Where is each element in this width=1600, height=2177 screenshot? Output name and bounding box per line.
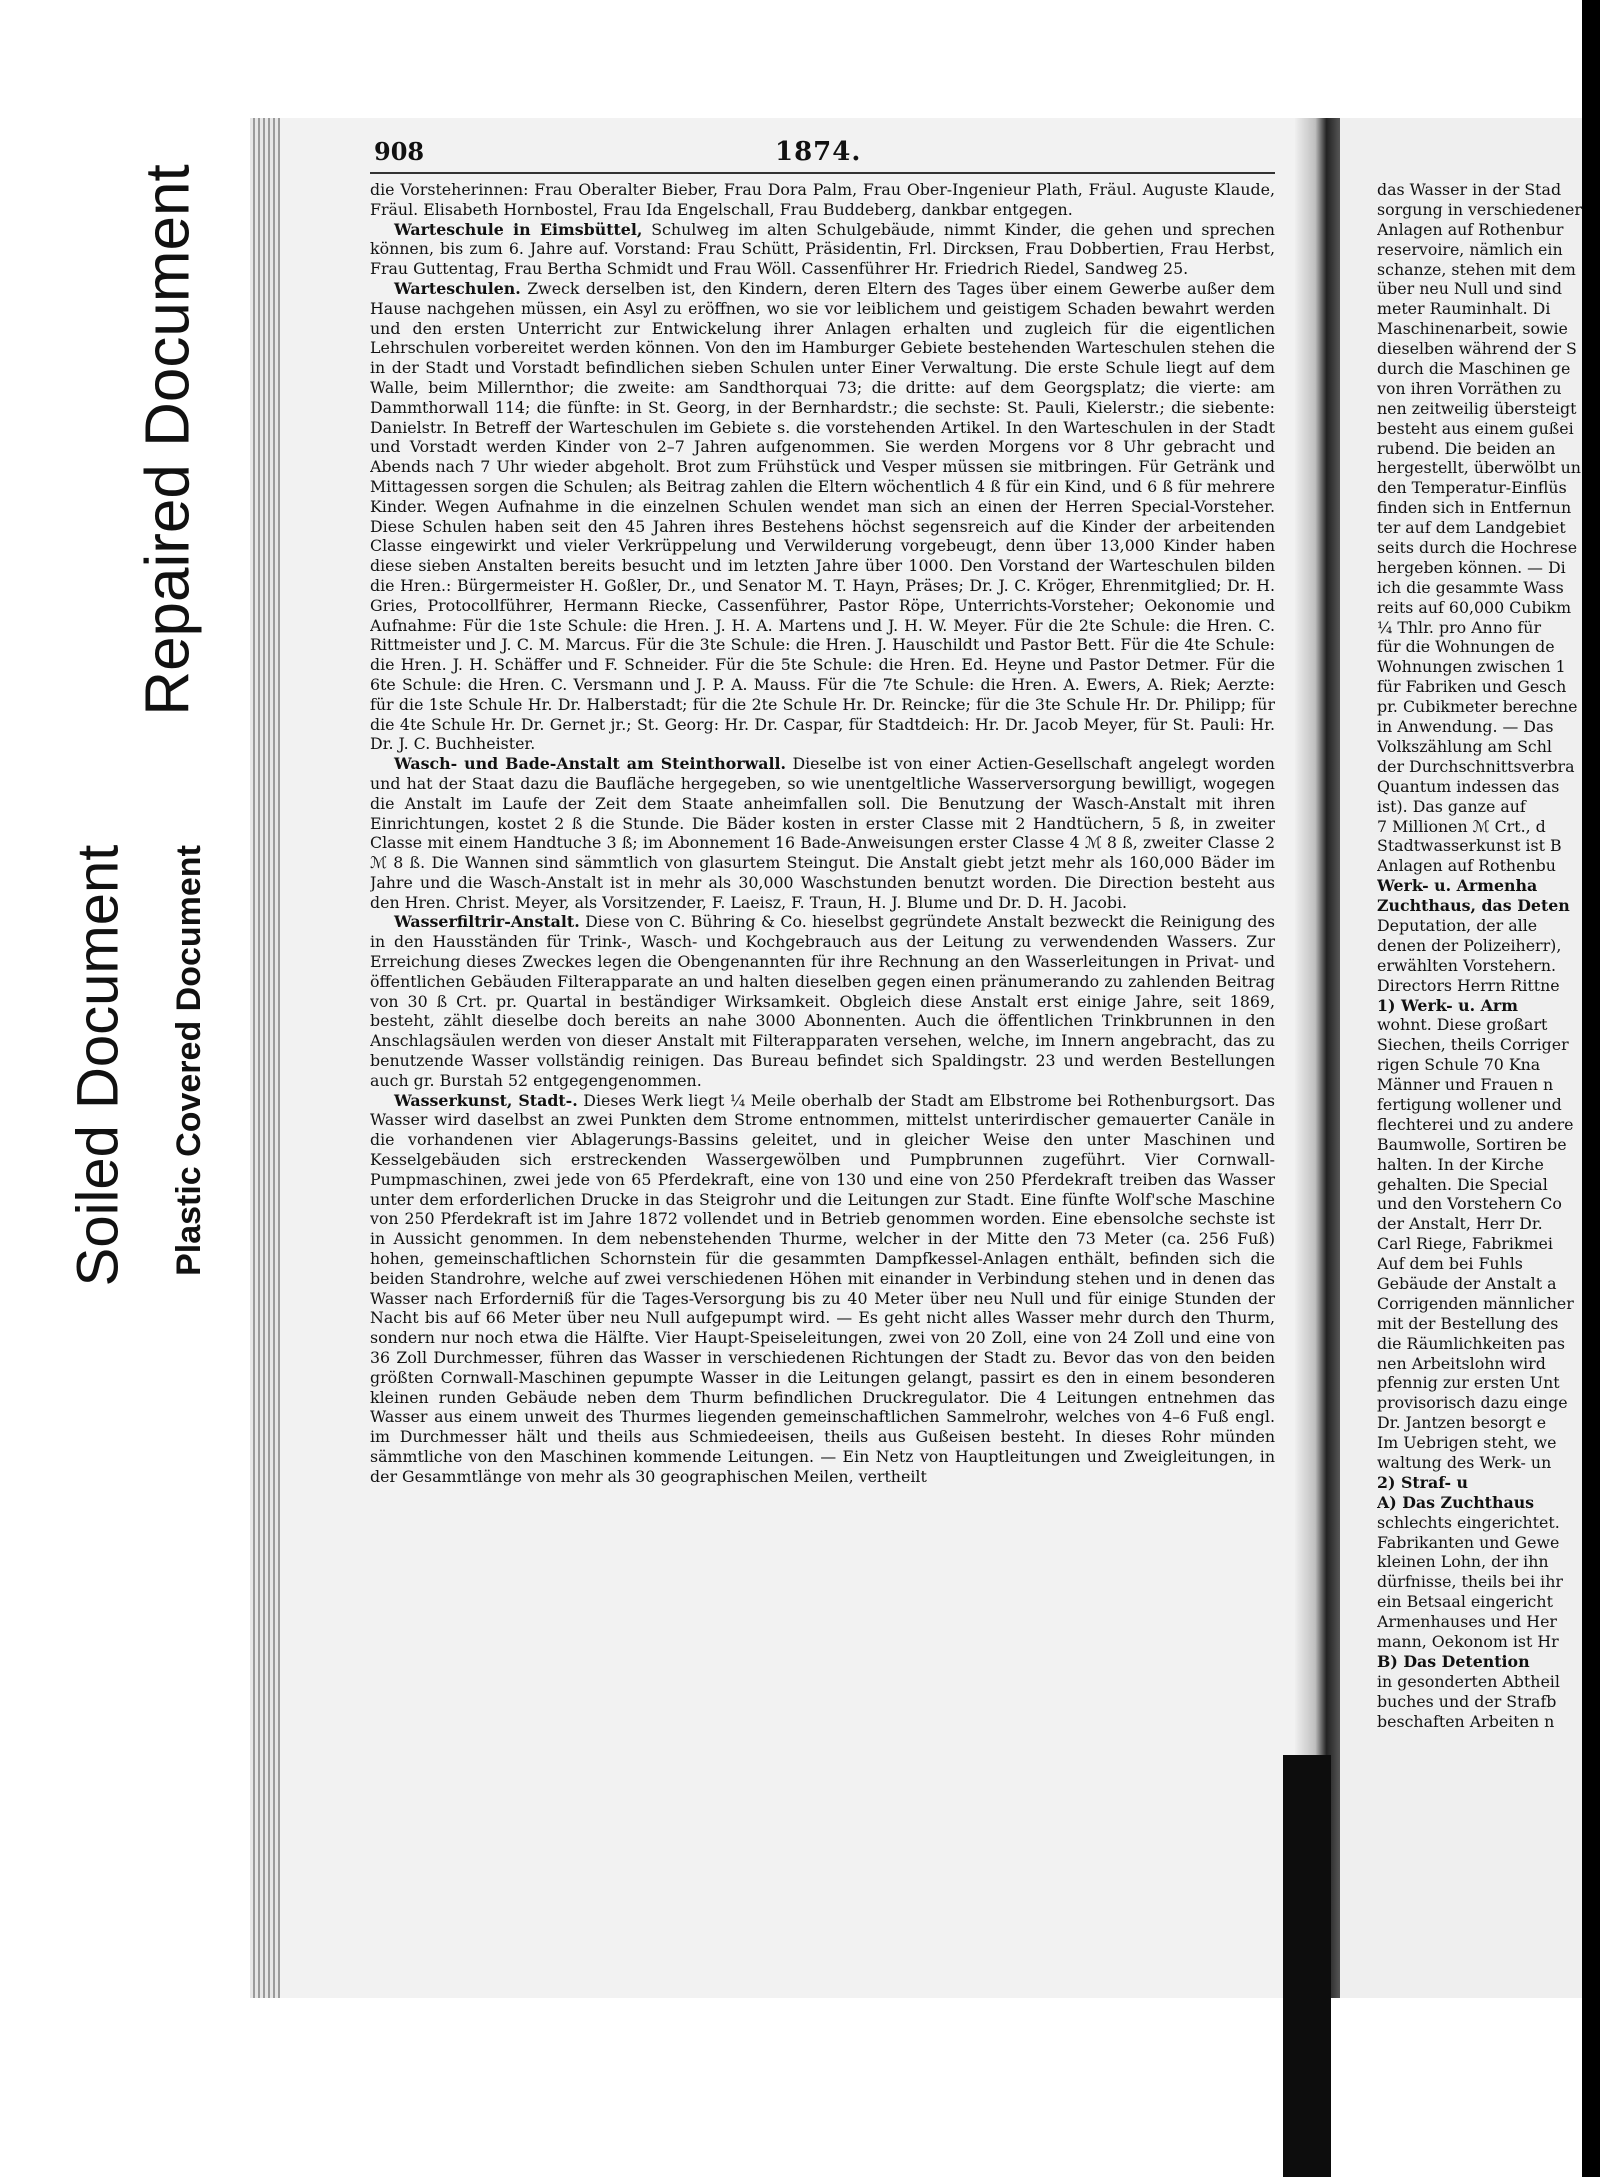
- paragraph: [370, 180, 1275, 220]
- right-page-line: der Anstalt, Herr Dr.: [1377, 1214, 1543, 1234]
- right-page-line: Quantum indessen das: [1377, 776, 1560, 796]
- right-page-line: für Fabriken und Gesch: [1377, 677, 1567, 697]
- right-page-line: Armenhauses und Her: [1377, 1612, 1557, 1632]
- right-page-line: mit der Bestellung des: [1377, 1313, 1559, 1333]
- right-page-line: dieselben während der S: [1377, 339, 1577, 359]
- right-page-line: rubend. Die beiden an: [1377, 438, 1556, 458]
- right-page-line: seits durch die Hochrese: [1377, 538, 1578, 558]
- right-page-line: ist). Das ganze auf: [1377, 796, 1526, 816]
- right-page-line: meter Rauminhalt. Di: [1377, 299, 1551, 319]
- bookmark-ribbon: [1283, 1755, 1331, 2177]
- left-page-text: [370, 180, 1275, 1925]
- paragraph-text: Dieses Werk liegt ¼ Meile oberhalb der Stadt am Elbstrome bei Rothenburgsort. Das Wasser wird daselbst an zwei Punkten dem Strome entnommen, mittelst unterirdischer gemauerter Canäle in die vorhandenen vier Ablagerungs-Bassins geleitet, und in gleicher Weise den unter Maschinen und Kesselgebäuden sich erstreckenden Wassergewölben und Pumpbrunnen zugeführt. Vier Cornwall-Pumpmaschinen, zwei jede von 65 Pferdekraft, eine von 130 und eine von 250 Pferdekraft treiben das Wasser unter dem erforderlichen Drucke in das Steigrohr und die Leitungen zur Stadt. Eine fünfte Wolf'sche Maschine von 250 Pferdekraft ist im Jahre 1872 vollendet und in Betrieb genommen worden. Eine ebensolche sechste ist in Aussicht genommen. In dem nebenstehenden Thurme, welcher in der Mitte den 73 Meter (ca. 256 Fuß) hohen, gemeinschaftlichen Schornstein für die gesammten Dampfkessel-Anlagen enthält, befinden sich die beiden Standrohre, welche auf zwei verschiedenen Höhen mit einander in Verbindung stehen und in denen das Wasser nach Erforderniß für die Tages-Versorgung bis zu 40 Meter über neu Null und für einige Stunden der Nacht bis auf 66 Meter über neu Null aufgepumpt wird. — Es geht nicht alles Wasser mehr durch den Thurm, sondern nur noch etwa die Hälfte. Vier Haupt-Speiseleitungen, zwei von 20 Zoll, eine von 24 Zoll und eine von 36 Zoll Durchmesser, führen das Wasser in verschiedenen Richtungen der Stadt zu. Bevor das von den beiden größten Cornwall-Maschinen gepumpte Wasser in die Leitungen gelangt, passirt es den in einem besonderen kleinen runden Gebäude neben dem Thurm befindlichen Druckregulator. Die 4 Leitungen entnehmen das Wasser aus einem unweit des Thurmes liegenden gemeinschaftlichen Sammelrohr, welches von 4–6 Fuß engl. im Durchmesser hält und theils aus Schmiedeeisen, theils aus Gußeisen besteht. In dieses Rohr münden sämmtliche von den Maschinen kommende Leitungen. — Ein Netz von Hauptleitungen und Zweigleitungen, in der Gesammtlänge von mehr als 30 geographischen Meilen, vertheilt: [370, 1090, 1275, 1486]
- right-page-line: gehalten. Die Special: [1377, 1174, 1548, 1194]
- right-page-line: der Durchschnittsverbra: [1377, 756, 1575, 776]
- right-page-line: rigen Schule 70 Kna: [1377, 1055, 1541, 1075]
- right-page-line: denen der Polizeiherr),: [1377, 935, 1562, 955]
- paragraph-text: Diese von C. Bühring & Co. hieselbst gegründete Anstalt bezweckt die Reinigung des in den Hausständen für Trink-, Wasch- und Kochgebrauch aus der Leitung zu verwendenden Wassers. Zur Erreichung dieses Zweckes legen die Obengenannten für ihre Rechnung an den Wasserleitungen in Privat- und öffentlichen Gebäuden Filterapparate an und halten dieselben gegen einen pränumerando zu zahlenden Beitrag von 30 ß Crt. pr. Quartal in beständiger Wirksamkeit. Obgleich diese Anstalt erst einige Jahre, seit 1869, besteht, zählt dieselbe doch bereits an nahe 3000 Abonnenten. Auch die öffentlichen Trinkbrunnen in den Anschlagsäulen werden von dieser Anstalt mit Filterapparaten versehen, welche, im Innern angebracht, das zu benutzende Wasser vollständig reinigen. Das Bureau befindet sich Spaldingstr. 23 und werden Bestellungen auch gr. Burstah 52 entgegengenommen.: [370, 912, 1275, 1090]
- right-page-line: Corrigenden männlicher: [1377, 1293, 1574, 1313]
- book-page-edges: [250, 118, 280, 1998]
- paragraph: [370, 754, 1275, 912]
- right-page-line: Deputation, der alle: [1377, 915, 1538, 935]
- paragraph-heading: Wasch- und Bade-Anstalt am Steinthorwall.: [394, 754, 786, 774]
- page-number: 908: [374, 137, 425, 166]
- right-page-line: 2) Straf- u: [1377, 1472, 1469, 1492]
- right-page-line: besteht aus einem gußei: [1377, 418, 1574, 438]
- right-page-line: Maschinenarbeit, sowie: [1377, 319, 1568, 339]
- paragraph-heading: Wasserfiltrir-Anstalt.: [394, 912, 580, 932]
- right-page-line: Fabrikanten und Gewe: [1377, 1532, 1560, 1552]
- paragraph-heading: Warteschulen.: [394, 278, 521, 298]
- right-page-line: in gesonderten Abtheil: [1377, 1671, 1560, 1691]
- right-page-line: Zuchthaus, das Deten: [1377, 896, 1570, 916]
- right-page-line: B) Das Detention: [1377, 1651, 1530, 1671]
- header-rule: [370, 172, 1275, 174]
- right-page-line: halten. In der Kirche: [1377, 1154, 1544, 1174]
- right-page-line: Directors Herrn Rittne: [1377, 975, 1560, 995]
- right-page-line: erwählten Vorstehern.: [1377, 955, 1557, 975]
- right-page-line: Auf dem bei Fuhls: [1377, 1254, 1523, 1274]
- right-page-line: die Räumlichkeiten pas: [1377, 1333, 1565, 1353]
- paragraph-heading: Warteschule in Eimsbüttel,: [394, 219, 643, 239]
- right-page-line: in Anwendung. — Das: [1377, 717, 1554, 737]
- right-page-line: das Wasser in der Stad: [1377, 180, 1562, 199]
- right-page-line: von ihren Vorräthen zu: [1377, 378, 1562, 398]
- right-page-line: und den Vorstehern Co: [1377, 1194, 1562, 1214]
- paragraph-heading: Wasserkunst, Stadt-.: [394, 1090, 578, 1110]
- right-page-line: schlechts eingerichtet.: [1377, 1512, 1560, 1532]
- right-page-line: pr. Cubikmeter berechne: [1377, 697, 1578, 717]
- right-page-line: Dr. Jantzen besorgt e: [1377, 1413, 1547, 1433]
- paragraph: [370, 912, 1275, 1090]
- right-page-line: dürfnisse, theils bei ihr: [1377, 1572, 1563, 1592]
- paragraph-text: Schulweg im alten Schulgebäude, nimmt Kinder, die gehen und sprechen können, bis zum 6. Jahre auf. Vorstand: Frau Schütt, Präsidentin, Frl. Dircksen, Frau Dobbertien, Frau Herbst, Frau Guttentag, Frau Bertha Schmidt und Frau Wöll. Cassenführer Hr. Friedrich Riedel, Sandweg 25.: [370, 219, 1275, 279]
- repaired-document-tag: [84, 164, 254, 716]
- paragraph-text: die Vorsteherinnen: Frau Oberalter Bieber, Frau Dora Palm, Frau Ober-Ingenieur Plath, Fräul. Auguste Klaude, Fräul. Elisabeth Hornbostel, Frau Ida Engelschall, Frau Buddeberg, dankbar entgegen.: [370, 180, 1275, 219]
- soiled-document-label: Soiled Document: [65, 844, 131, 1286]
- soiled-document-tag: [48, 745, 148, 1385]
- plastic-covered-document-label: Plastic Covered Document: [169, 844, 208, 1276]
- right-page-line: Gebäude der Anstalt a: [1377, 1273, 1557, 1293]
- right-page-line: A) Das Zuchthaus: [1377, 1492, 1535, 1512]
- right-page-line: fertigung wollener und: [1377, 1094, 1562, 1114]
- right-page-line: durch die Maschinen ge: [1377, 359, 1571, 379]
- right-page-text: [1377, 180, 1600, 1980]
- right-page-line: schanze, stehen mit dem: [1377, 259, 1576, 279]
- right-page-line: finden sich in Entfernun: [1377, 498, 1572, 518]
- running-head-year: 1874.: [775, 137, 862, 167]
- right-page-line: Carl Riege, Fabrikmei: [1377, 1234, 1553, 1254]
- right-page-line: provisorisch dazu einge: [1377, 1393, 1568, 1413]
- book-gutter: [1295, 118, 1340, 1998]
- right-page-line: ein Betsaal eingericht: [1377, 1592, 1553, 1612]
- right-page-line: ter auf dem Landgebiet: [1377, 518, 1566, 538]
- right-page-line: Im Uebrigen steht, we: [1377, 1433, 1557, 1453]
- paragraph: [370, 220, 1275, 279]
- right-page-line: ¼ Thlr. pro Anno für: [1377, 617, 1542, 637]
- right-page-line: waltung des Werk- un: [1377, 1453, 1552, 1472]
- paragraph-text: Zweck derselben ist, den Kindern, deren Eltern des Tages über einem Gewerbe außer dem Hause nachgehen müssen, ein Asyl zu eröffnen, wo sie vor leiblichem und geistigem Schaden bewahrt werden und den ersten Unterricht zur Entwickelung ihrer Anlagen erhalten und zugleich für die eigentlichen Lehrschulen vorbereitet werden können. Von den im Hamburger Gebiete bestehenden Warteschulen stehen die in der Stadt und Vorstadt befindlichen sieben Schulen unter Einer Verwaltung. Die erste Schule liegt auf dem Walle, beim Millernthor; die zweite: am Sandthorquai 73; die dritte: auf dem Georgsplatz; die vierte: am Dammthorwall 114; die fünfte: in St. Georg, in der Bernhardstr.; die sechste: St. Pauli, Kielerstr.; die siebente: Danielstr. In Betreff der Warteschulen im Gebiete s. die vorstehenden Artikel. In den Warteschulen in der Stadt und Vorstadt werden Kinder von 2–7 Jahren aufgenommen. Sie werden Morgens vor 8 Uhr gebracht und Abends nach 7 Uhr wieder abgeholt. Brot zum Frühstück und Vesper müssen sie mitbringen. Für Getränk und Mittagessen sorgen die Schulen; als Beitrag zahlen die Eltern wöchentlich 4 ß für ein Kind, und 6 ß für mehrere Kinder. Wegen Aufnahme in die einzelnen Schulen wendet man sich an einen der Herren Special-Vorsteher. Diese Schulen haben seit den 45 Jahren ihres Bestehens höchst segensreich auf die Kinder der arbeitenden Classe eingewirkt und vieler Verkrüppelung und Verwilderung vorgebeugt, denn über 13,000 Kinder haben diese sieben Anstalten bereits besucht und im letzten Jahre über 1000. Den Vorstand der Warteschulen bilden die Hren.: Bürgermeister H. Goßler, Dr., und Senator M. T. Hayn, Präses; Dr. J. C. Kröger, Ehrenmitglied; Dr. H. Gries, Protocollführer, Hermann Riecke, Cassenführer, Pastor Röpe, Unterrichts-Vorsteher; Oekonomie und Aufnahme: Für die 1ste Schule: die Hren. J. H. A. Martens und J. H. W. Meyer. Für die 2te Schule: die Hren. C. Rittmeister und J. C. M. Marcus. Für die 3te Schule: die Hren. J. Hauschildt und Pastor Bett. Für die 4te Schule: die Hren. J. H. Schäffer und F. Schneider. Für die 5te Schule: die Hren. Ed. Heyne und Pastor Detmer. Für die 6te Schule: die Hren. C. Versmann und J. P. A. Mauss. Für die 7te Schule: die Hren. A. Ewers, A. Riek; Aerzte: für die 1ste Schule Hr. Dr. Halberstadt; für die 2te Schule Hr. Dr. Reincke; für die 3te Schule Hr. Dr. Philipp; für die 4te Schule Hr. Dr. Gernet jr.; St. Georg: Hr. Dr. Caspar, für Stadtdeich: Hr. Dr. Jacob Meyer, für St. Pauli: Hr. Dr. J. C. Buchheister.: [370, 278, 1275, 754]
- repaired-document-label: Repaired Document: [134, 164, 203, 716]
- right-page-line: pfennig zur ersten Unt: [1377, 1373, 1560, 1393]
- right-page-line: Anlagen auf Rothenbur: [1377, 219, 1564, 239]
- right-page-line: nen zeitweilig übersteigt: [1377, 398, 1577, 418]
- plastic-covered-document-tag: [158, 740, 220, 1380]
- right-page-line: Werk- u. Armenha: [1377, 876, 1538, 896]
- right-page-line: Männer und Frauen n: [1377, 1075, 1554, 1095]
- right-page-line: über neu Null und sind: [1377, 279, 1562, 299]
- right-page-line: kleinen Lohn, der ihn: [1377, 1552, 1549, 1572]
- paragraph: [370, 1091, 1275, 1487]
- right-page-line: 7 Millionen ℳ Crt., d: [1377, 816, 1546, 836]
- right-page-line: den Temperatur-Einflüs: [1377, 478, 1567, 498]
- right-page-line: 1) Werk- u. Arm: [1377, 995, 1518, 1015]
- right-page-line: Anlagen auf Rothenbu: [1377, 856, 1556, 876]
- right-page-line: beschaften Arbeiten n: [1377, 1711, 1555, 1731]
- paragraph: [370, 279, 1275, 754]
- right-page-line: reservoire, nämlich ein: [1377, 239, 1563, 259]
- right-page-line: Baumwolle, Sortiren be: [1377, 1134, 1567, 1154]
- right-page-line: Volkszählung am Schl: [1377, 736, 1552, 756]
- right-page-line: hergeben können. — Di: [1377, 557, 1566, 577]
- right-page-line: für die Wohnungen de: [1377, 637, 1555, 657]
- right-page-line: wohnt. Diese großart: [1377, 1015, 1548, 1035]
- right-page-line: hergestellt, überwölbt un: [1377, 458, 1581, 478]
- right-page-line: flechterei und zu andere: [1377, 1114, 1574, 1134]
- right-page-line: Stadtwasserkunst ist B: [1377, 836, 1562, 856]
- paragraph-text: Dieselbe ist von einer Actien-Gesellschaft angelegt worden und hat der Staat dazu die Baufläche hergegeben, so wie unentgeltliche Wasserversorgung bewilligt, wogegen die Anstalt im Laufe der Zeit dem Staate anheimfallen soll. Die Benutzung der Wasch-Anstalt mit ihren Einrichtungen, kostet 2 ß die Stunde. Die Bäder kosten in erster Classe mit 2 Handtüchern, 5 ß, in zweiter Classe mit einem Handtuche 3 ß; im Abonnement 16 Bade-Anweisungen erster Classe 4 ℳ 8 ß, zweiter Classe 2 ℳ 8 ß. Die Wannen sind sämmtlich von glasurtem Steingut. Die Anstalt giebt jetzt mehr als 160,000 Bäder im Jahre und die Wasch-Anstalt ist in mehr als 30,000 Waschstunden benutzt worden. Die Direction besteht aus den Hren. Christ. Meyer, als Vorsitzender, F. Laeisz, F. Traun, H. J. Blume und Dr. D. H. Jacobi.: [370, 754, 1275, 912]
- right-page-line: Siechen, theils Corriger: [1377, 1035, 1569, 1055]
- right-page-line: reits auf 60,000 Cubikm: [1377, 597, 1572, 617]
- right-page-line: nen Arbeitslohn wird: [1377, 1353, 1546, 1373]
- right-page-line: buches und der Strafb: [1377, 1691, 1557, 1711]
- right-page-line: ich die gesammte Wass: [1377, 577, 1564, 597]
- right-page-line: Wohnungen zwischen 1: [1377, 657, 1566, 677]
- right-page-line: mann, Oekonom ist Hr: [1377, 1632, 1559, 1652]
- right-page-line: sorgung in verschiedener: [1377, 199, 1582, 219]
